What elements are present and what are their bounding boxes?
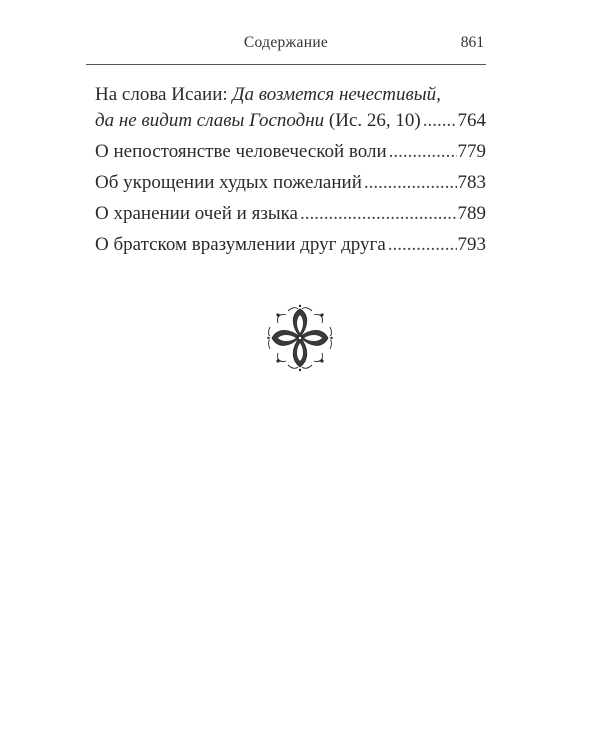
toc-entry-title: О непостоянстве человеческой воли [95,141,387,162]
toc-entry-title: О братском вразумлении друг друга [95,234,386,255]
toc-entry-page: 779 [457,141,486,162]
page-number: 861 [460,34,484,51]
toc-entry[interactable] [95,232,486,258]
running-title: Содержание [243,34,329,51]
dot-leader [300,201,457,227]
toc-entry-line [95,232,486,258]
toc-entry-title-italic: да не видит славы Господни [95,110,325,131]
toc-entry-title-suffix: (Ис. 26, 10) [324,110,421,131]
toc-entry-title: О хранении очей и языка [95,203,298,224]
dot-leader [388,232,457,258]
dot-leader [389,139,457,165]
toc-entry-line [95,170,486,196]
toc-entry-page: 789 [457,203,486,224]
toc-entry-page: 764 [457,110,486,131]
dot-leader [364,170,457,196]
toc-entry[interactable] [95,201,486,227]
running-head [86,34,486,64]
toc-entry[interactable] [95,139,486,165]
toc-entry[interactable] [95,82,486,134]
toc-entry-page: 793 [457,234,486,255]
toc-entry-line [95,139,486,165]
toc-entry-line [95,82,486,108]
toc-entry[interactable] [95,170,486,196]
quatrefoil-ornament-icon [266,303,334,373]
toc-entry-page: 783 [457,172,486,193]
dot-leader [423,108,457,134]
toc-entry-title: Об укрощении худых пожеланий [95,172,362,193]
toc-entry-line [95,108,486,134]
header-rule [86,64,486,65]
table-of-contents [95,82,486,263]
toc-entry-title-italic: Да возмется нечестивый, [232,84,441,105]
toc-entry-line [95,201,486,227]
toc-entry-title-prefix: На слова Исаии: [95,84,233,105]
